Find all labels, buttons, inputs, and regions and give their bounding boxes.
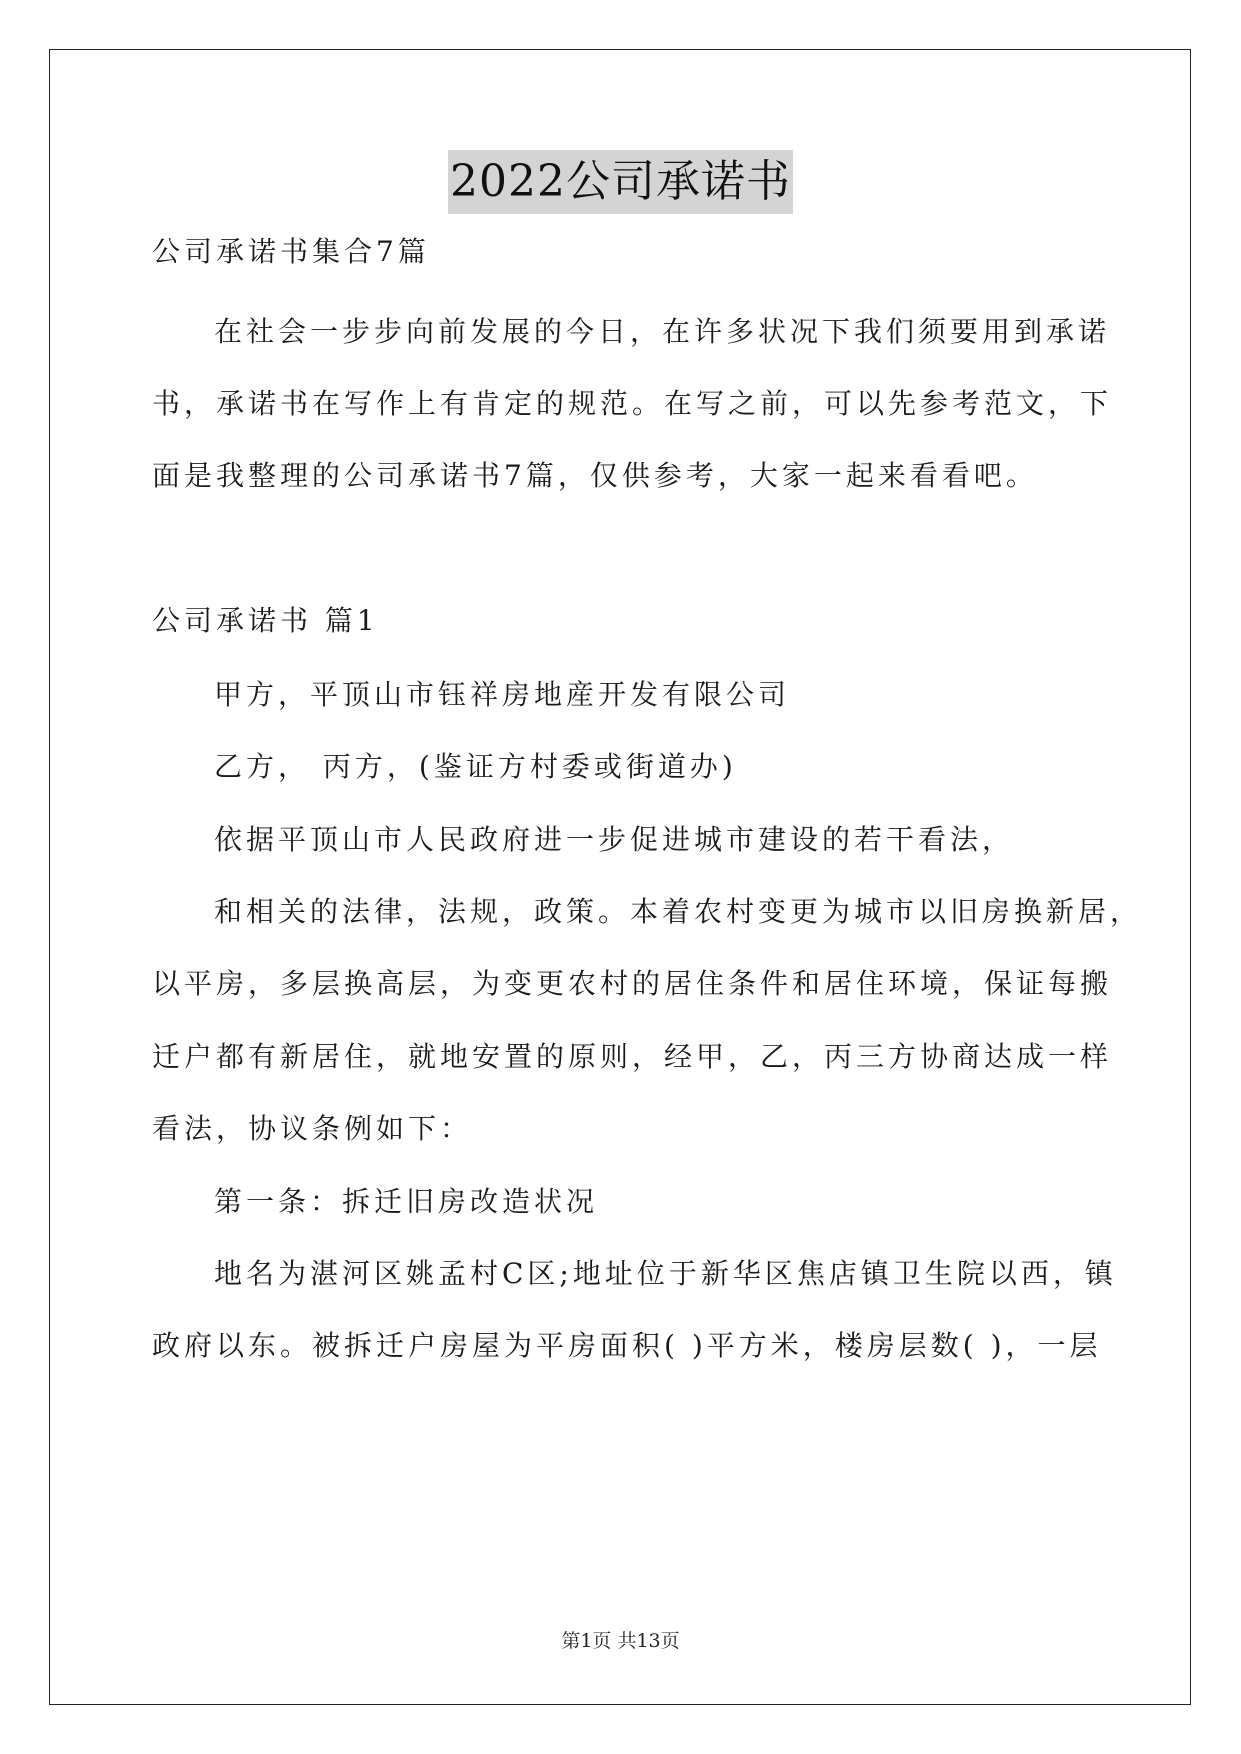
intro-line-1: 在社会一步步向前发展的今日，在许多状况下我们须要用到承诺 [214,315,1111,348]
document-title: 2022公司承诺书 [448,150,793,214]
intro-line-3: 面是我整理的公司承诺书7篇，仅供参考，大家一起来看看吧。 [152,459,1038,492]
collection-heading: 公司承诺书集合7篇 [152,235,430,268]
party-a-line: 甲方，平顶山市钰祥房地産开发有限公司 [214,678,791,711]
section-heading: 公司承诺书 篇1 [152,604,379,637]
location-line-2: 政府以东。被拆迁户房屋为平房面积( )平方米，楼房层数( )，一层 [152,1329,1102,1362]
page-footer: 第1页 共13页 [561,1630,680,1652]
body-line-1: 和相关的法律，法规，政策。本着农村变更为城市以旧房换新居， [214,895,1143,928]
page-border [49,49,1191,1705]
intro-line-2: 书，承诺书在写作上有肯定的规范。在写之前，可以先参考范文，下 [152,387,1113,420]
title-container [0,150,1241,214]
body-line-3: 迁户都有新居住，就地安置的原则，经甲，乙，丙三方协商达成一样 [152,1040,1113,1073]
body-line-4: 看法，协议条例如下： [152,1112,473,1145]
body-line-2: 以平房，多层换高层，为变更农村的居住条件和居住环境，保证每搬 [152,967,1113,1000]
basis-line: 依据平顶山市人民政府进一步促进城市建设的若干看法， [214,823,1015,856]
party-b-line: 乙方， 丙方，(鉴证方村委或街道办) [214,750,737,783]
article-one-heading: 第一条：拆迁旧房改造状况 [214,1185,599,1218]
location-line-1: 地名为湛河区姚孟村C区;地址位于新华区焦店镇卫生院以西，镇 [214,1257,1117,1290]
